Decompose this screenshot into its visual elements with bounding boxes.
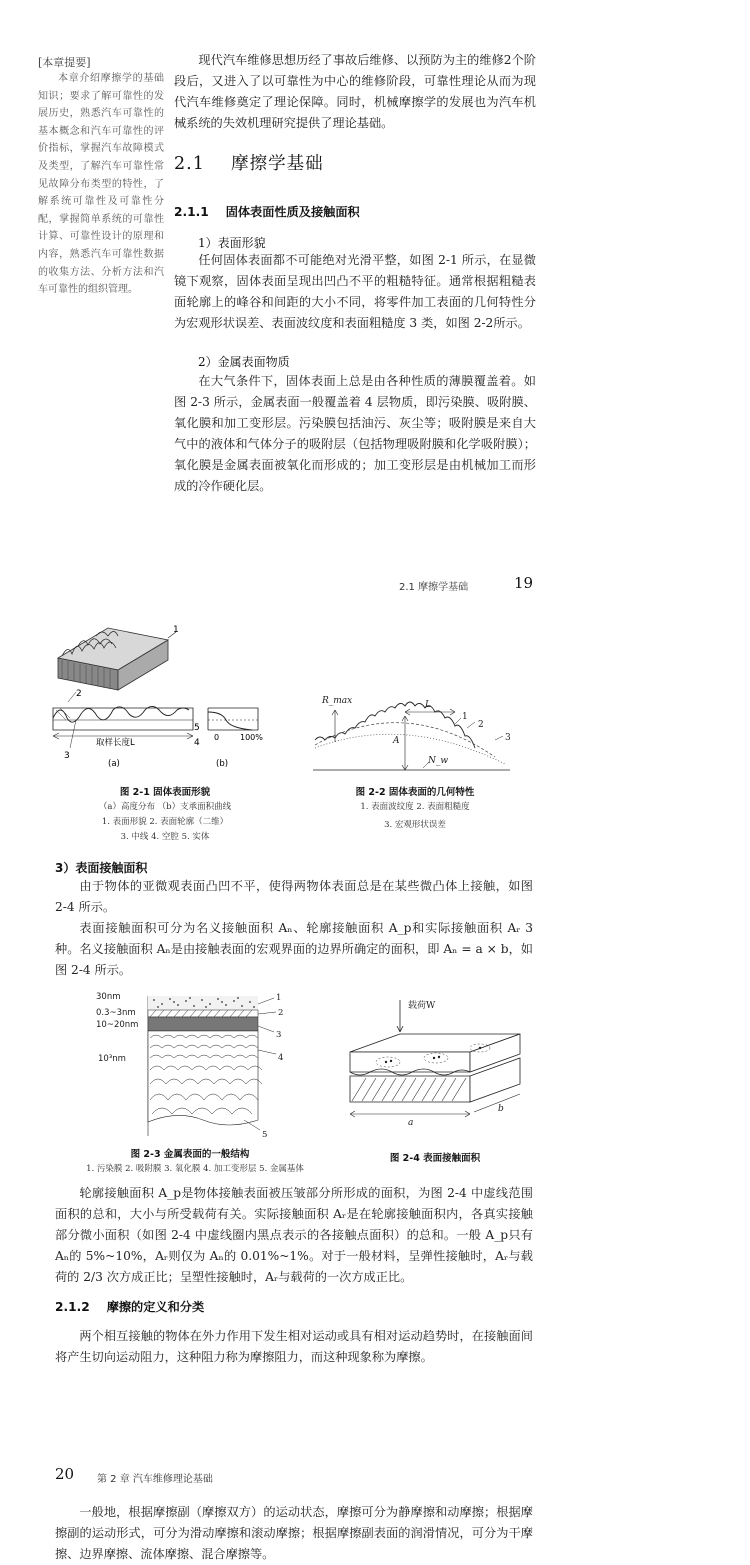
chapter-summary-heading: [本章提要] <box>38 56 91 69</box>
figure-2-2-sub-a: 1. 表面波纹度 2. 表面粗糙度 <box>360 802 470 812</box>
contact-paragraph-c: 轮廓接触面积 A_p是物体接触表面被压皱部分所形成的面积，为图 2-4 中虚线范围面积的总和，大小与所受载荷有关。实际接触面积 Aᵣ是在轮廓接触面积内，各真实接触部分微小面积（如图 2-4 中虚线圈内黑点表示的各接触点面积）的总和。一般 A_p只有 Aₙ的 5%~10%，Aᵣ则仅为 Aₙ的 0.01%~1%。对于一般材料，呈弹性接触时，Aᵣ与载荷的 2/3 次方成正比；呈塑性接触时，Aᵣ与载荷的一次方成正比。 <box>55 1186 533 1284</box>
figure-2-1-sub-a: （a）高度分布 （b）支承面积曲线 <box>98 802 232 812</box>
figure-2-3-caption: 图 2-3 金属表面的一般结构 <box>130 1149 250 1160</box>
figure-2-2-sub-b: 3. 宏观形状误差 <box>384 820 446 830</box>
figure-2-4-illustration <box>340 990 530 1140</box>
page-number-20: 20 <box>55 1465 75 1483</box>
subsection-2-1-2-heading <box>55 1298 204 1315</box>
fig23-label-3: 3 <box>276 1030 282 1040</box>
figure-2-1-sub-c: 3. 中线 4. 空腔 5. 实体 <box>120 832 210 842</box>
running-header-19: 2.1 摩擦学基础 <box>399 582 469 593</box>
topic-3-heading: 3）表面接触面积 <box>55 861 148 875</box>
figure-2-4-caption: 图 2-4 表面接触面积 <box>389 1153 481 1164</box>
fig22-label-1: 1 <box>462 712 468 722</box>
section-number: 2.1 <box>174 154 205 174</box>
fig22-wavelength-label: L <box>425 700 431 710</box>
friction-definition-paragraph: 两个相互接触的物体在外力作用下发生相对运动或具有相对运动趋势时，在接触面间将产生切向运动阻力，这种阻力称为摩擦阻力，而这种现象称为摩擦。 <box>55 1329 533 1364</box>
fig22-amplitude-label: A <box>393 736 400 746</box>
fig22-label-2: 2 <box>478 720 484 730</box>
subsection-number: 2.1.1 <box>174 205 209 219</box>
fig22-label-3: 3 <box>505 733 511 743</box>
metal-surface-paragraph: 在大气条件下，固体表面上总是由各种性质的薄膜覆盖着。如图 2-3 所示，金属表面一般覆盖着 4 层物质，即污染膜、吸附膜、氧化膜和加工变形层。污染膜包括油污、灰尘等；吸附膜是来自大气中的液体和气体分子的吸附层（包括物理吸附膜和化学吸附膜）；氧化膜是金属表面被氧化而形成的；加工变形层是由机械加工而形成的冷作硬化层。 <box>174 374 536 493</box>
subsection-title: 摩擦的定义和分类 <box>106 1300 205 1314</box>
fig23-label-1: 1 <box>276 993 282 1003</box>
fig22-rmax-label: R_max <box>322 696 353 706</box>
load-label: 载荷W <box>408 1001 436 1011</box>
subsection-number: 2.1.2 <box>55 1300 90 1314</box>
layer-thickness-adsorbed: 0.3~3nm <box>96 1008 136 1018</box>
page-number-19: 19 <box>514 574 534 592</box>
figure-2-2-caption: 图 2-2 固体表面的几何特性 <box>355 787 475 798</box>
subsection-2-1-1-heading <box>174 203 360 220</box>
contact-paragraph-a: 由于物体的亚微观表面凸凹不平，使得两物体表面总是在某些微凸体上接触，如图 2-4 所示。 <box>55 879 533 914</box>
fig21-label-3: 3 <box>64 751 70 761</box>
figure-2-3-sub: 1. 污染膜 2. 吸附膜 3. 氧化膜 4. 加工变形层 5. 金属基体 <box>86 1164 304 1174</box>
fig22-nw-label: N_w <box>428 756 449 766</box>
topic-2-heading: 2）金属表面物质 <box>198 355 290 369</box>
fig23-label-4: 4 <box>278 1053 284 1063</box>
fig23-label-5: 5 <box>262 1130 268 1140</box>
fig21-label-5: 5 <box>194 723 200 733</box>
fig21-label-1: 1 <box>173 625 179 635</box>
layer-thickness-deformed: 10³nm <box>98 1054 126 1064</box>
figure-2-1-caption: 图 2-1 固体表面形貌 <box>119 787 211 798</box>
dimension-b-label: b <box>498 1104 504 1114</box>
figure-2-1-illustration <box>48 608 278 768</box>
fig21-label-2: 2 <box>76 689 82 699</box>
layer-thickness-30nm: 30nm <box>96 992 121 1002</box>
dimension-a-label: a <box>408 1118 414 1128</box>
section-heading <box>174 150 324 175</box>
figure-2-1-sub-b: 1. 表面形貌 2. 表面轮廓（二维） <box>101 817 229 827</box>
fig21-sample-length-label: 取样长度L <box>96 738 135 748</box>
layer-thickness-oxide: 10~20nm <box>96 1020 139 1030</box>
rough-surface-block <box>58 628 176 690</box>
fig21-label-4: 4 <box>194 738 200 748</box>
running-header-20: 第 2 章 汽车维修理论基础 <box>97 1474 213 1485</box>
topic-1-heading: 1）表面形貌 <box>198 236 266 250</box>
fig21-label-a: (a) <box>108 759 120 768</box>
bearing-curve-diagram-b <box>208 708 258 730</box>
fig23-label-2: 2 <box>278 1008 284 1018</box>
intro-paragraph: 现代汽车维修思想历经了事故后维修、以预防为主的维修2个阶段后，又进入了以可靠性为中心的维修阶段，可靠性理论从而为现代汽车维修奠定了理论保障。同时，机械摩擦学的发展也为汽车机械系统的失效机理研究提供了理论基础。 <box>174 53 536 130</box>
fig21-zero-label: 0 <box>214 733 220 742</box>
contact-paragraph-b: 表面接触面积可分为名义接触面积 Aₙ、轮廓接触面积 A_p和实际接触面积 Aᵣ 3 种。名义接触面积 Aₙ是由接触表面的宏观界面的边界所确定的面积，即 Aₙ = a × b，如图 2-4 所示。 <box>55 921 533 977</box>
fig21-label-b: (b) <box>216 759 229 768</box>
friction-classification-paragraph: 一般地，根据摩擦副（摩擦双方）的运动状态，摩擦可分为静摩擦和动摩擦；根据摩擦副的运动形式，可分为滑动摩擦和滚动摩擦；根据摩擦副表面的润滑情况，可分为干摩擦、边界摩擦、流体摩擦、混合摩擦等。 <box>55 1505 533 1561</box>
section-title: 摩擦学基础 <box>231 154 324 174</box>
fig21-100-label: 100% <box>240 733 263 742</box>
surface-morphology-paragraph: 任何固体表面都不可能绝对光滑平整，如图 2-1 所示，在显微镜下观察，固体表面呈现出凹凸不平的粗糙特征。通常根据粗糙表面轮廓上的峰谷和间距的大小不同，将零件加工表面的几何特性分为宏观形状误差、表面波纹度和表面粗糙度 3 类，如图 2-2所示。 <box>174 253 536 330</box>
chapter-summary-text: 本章介绍摩擦学的基础知识；要求了解可靠性的发展历史，熟悉汽车可靠性的基本概念和汽车可靠性的评价指标，掌握汽车故障模式及类型，了解汽车可靠性常见故障分布类型的特性，了解系统可靠性及可靠性分配，掌握简单系统的可靠性计算、可靠性设计的原理和内容，熟悉汽车可靠性数据的收集方法、分析方法和汽车可靠性的组织管理。 <box>38 73 164 296</box>
subsection-title: 固体表面性质及接触面积 <box>225 205 360 219</box>
